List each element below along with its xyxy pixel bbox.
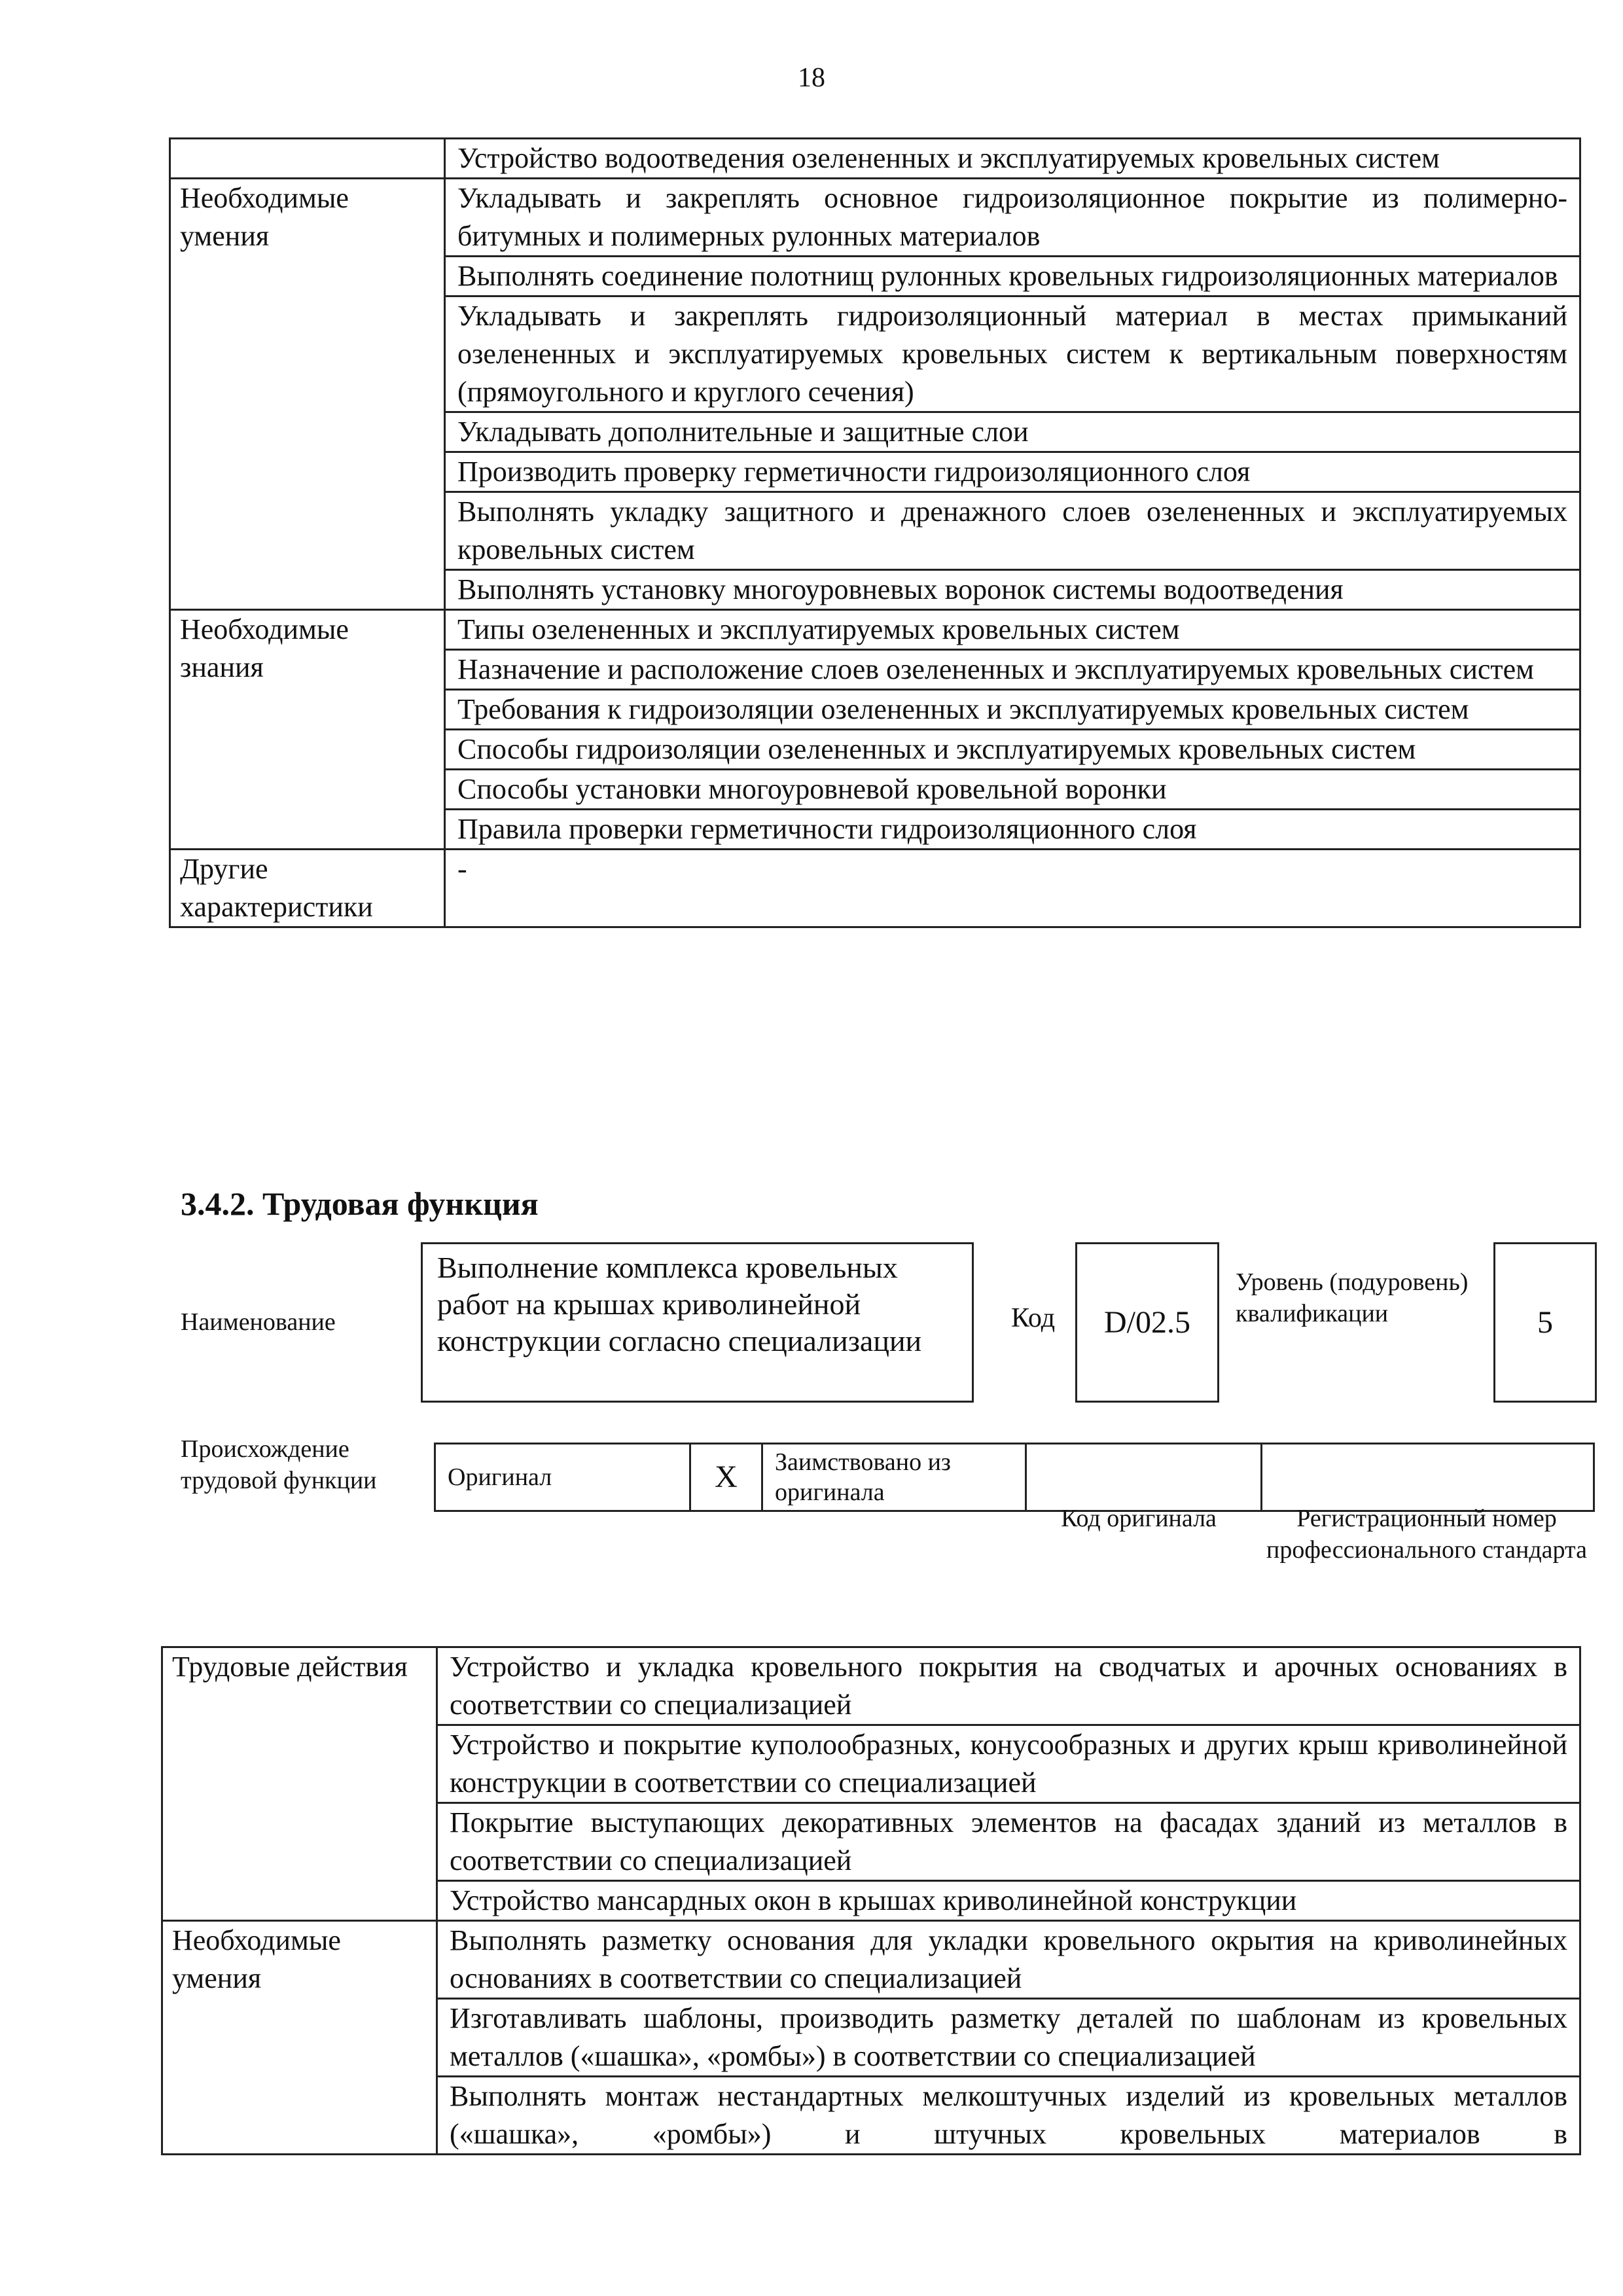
table-cell: Устройство мансардных окон в крышах криволинейной конструкции (437, 1881, 1580, 1921)
origin-reg-cell (1262, 1444, 1594, 1511)
level-label: Уровень (подуровень) квалификации (1236, 1268, 1469, 1327)
row-label-knowledge: Необходимые знания (170, 610, 445, 850)
table-row (170, 179, 1580, 257)
origin-table (434, 1443, 1595, 1512)
requirements-table-continued (169, 137, 1581, 928)
table-cell: Способы установки многоуровневой кровельной воронки (445, 770, 1580, 810)
origin-reg-caption: Регистрационный номер профессионального стандарта (1266, 1505, 1587, 1564)
origin-code-caption: Код оригинала (1061, 1505, 1217, 1532)
code-box: D/02.5 (1075, 1242, 1219, 1403)
table-cell: Укладывать и закреплять гидроизоляционный материал в местах примыканий озелененных и эксплуатируемых кровельных систем к вертикальным поверхностям (прямоугольного и круглого сечения) (445, 296, 1580, 412)
row-label (170, 139, 445, 179)
labor-function-table (161, 1646, 1581, 2155)
table-cell: Устройство и покрытие куполообразных, конусообразных и других крыш криволинейной конструкции в соответствии со специализацией (437, 1725, 1580, 1803)
table-cell: Типы озелененных и эксплуатируемых кровельных систем (445, 610, 1580, 650)
table-cell: Устройство водоотведения озелененных и эксплуатируемых кровельных систем (445, 139, 1580, 179)
table-cell: Способы гидроизоляции озелененных и эксплуатируемых кровельных систем (445, 730, 1580, 770)
table-row (170, 139, 1580, 179)
table-row (170, 850, 1580, 927)
table-cell: Выполнять разметку основания для укладки кровельного окрытия на криволинейных основаниях в соответствии со специализацией (437, 1921, 1580, 1999)
table-row (170, 610, 1580, 650)
row-label-other: Другие характеристики (170, 850, 445, 927)
table-row (162, 1921, 1580, 1999)
row-label-actions: Трудовые действия (162, 1647, 437, 1921)
table-cell: Устройство и укладка кровельного покрытия на сводчатых и арочных основаниях в соответствии со специализацией (437, 1647, 1580, 1725)
code-label: Код (1011, 1303, 1056, 1333)
table-cell: Укладывать дополнительные и защитные слои (445, 412, 1580, 452)
table-cell: - (445, 850, 1580, 927)
row-label-skills: Необходимые умения (170, 179, 445, 610)
function-name-box: Выполнение комплекса кровельных работ на крышах криволинейной конструкции согласно специализации (421, 1242, 974, 1403)
table-row (162, 1647, 1580, 1725)
level-box: 5 (1493, 1242, 1597, 1403)
table-cell: Укладывать и закреплять основное гидроизоляционное покрытие из полимерно-битумных и полимерных рулонных материалов (445, 179, 1580, 257)
table-cell: Выполнять соединение полотнищ рулонных кровельных гидроизоляционных материалов (445, 257, 1580, 296)
table-cell: Выполнять укладку защитного и дренажного слоев озелененных и эксплуатируемых кровельных систем (445, 492, 1580, 570)
page-number: 18 (798, 63, 825, 93)
table-cell: Изготавливать шаблоны, производить разметку деталей по шаблонам из кровельных металлов («шашка», «ромбы») в соответствии со специализацией (437, 1999, 1580, 2077)
origin-label: Происхождение трудовой функции (181, 1435, 377, 1494)
table-cell: Покрытие выступающих декоративных элементов на фасадах зданий из металлов в соответствии со специализацией (437, 1803, 1580, 1881)
origin-original: Оригинал (435, 1444, 690, 1511)
name-label: Наименование (181, 1308, 336, 1336)
table-cell: Выполнять монтаж нестандартных мелкоштучных изделий из кровельных металлов («шашка», «ромбы») и штучных кровельных материалов в (437, 2077, 1580, 2155)
table-cell: Правила проверки герметичности гидроизоляционного слоя (445, 810, 1580, 850)
origin-mark: X (690, 1444, 762, 1511)
table-cell: Требования к гидроизоляции озелененных и эксплуатируемых кровельных систем (445, 690, 1580, 730)
row-label-skills: Необходимые умения (162, 1921, 437, 2155)
table-cell: Производить проверку герметичности гидроизоляционного слоя (445, 452, 1580, 492)
origin-code-cell (1026, 1444, 1262, 1511)
section-heading: 3.4.2. Трудовая функция (181, 1185, 539, 1222)
table-cell: Выполнять установку многоуровневых воронок системы водоотведения (445, 570, 1580, 610)
origin-borrowed: Заимствовано из оригинала (762, 1444, 1026, 1511)
table-cell: Назначение и расположение слоев озелененных и эксплуатируемых кровельных систем (445, 650, 1580, 690)
